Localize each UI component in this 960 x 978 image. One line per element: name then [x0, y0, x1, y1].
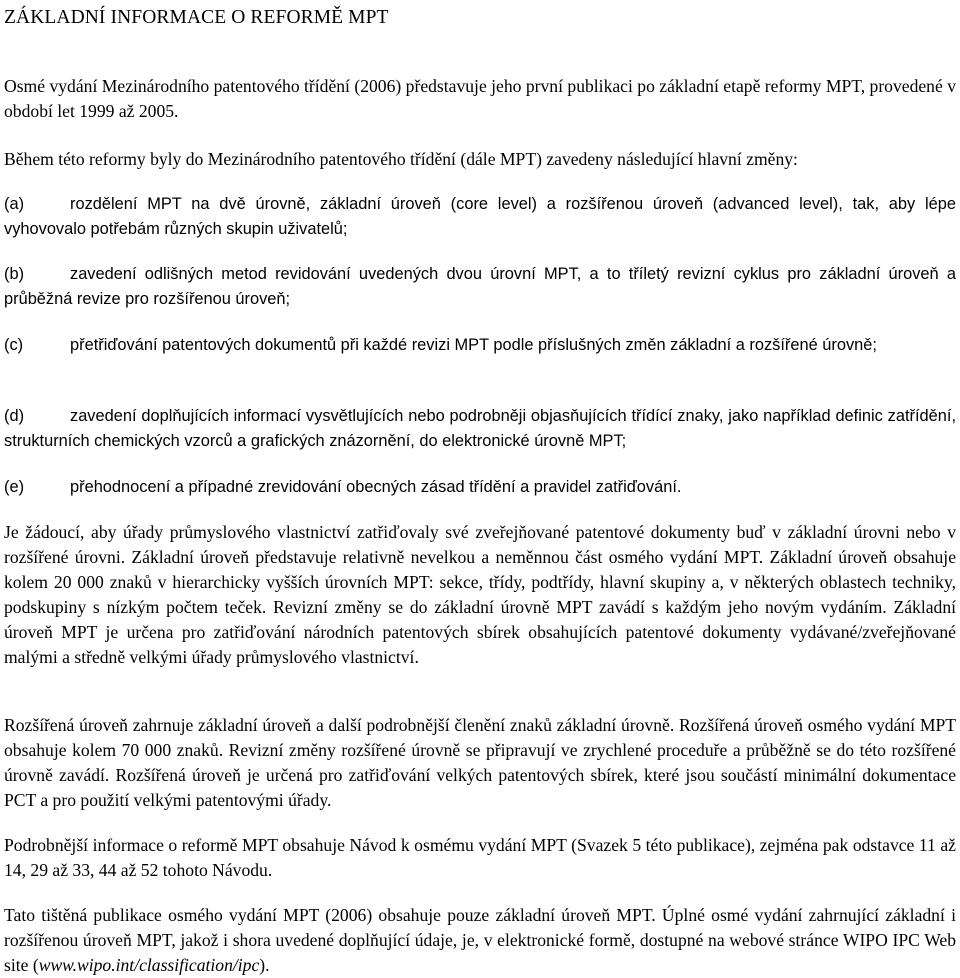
list-item-d — [4, 404, 956, 454]
list-item-b — [4, 262, 956, 312]
web-paragraph-text: Tato tištěná publikace osmého vydání MPT (2006) obsahuje pouze základní úroveň MPT. Úplné osmé vydání zahrnující základní i rozšířenou úroveň MPT, jakož i shora uvedené doplňující údaje, je, v elektronické formě, dostupné na webové stránce WIPO IPC Web site ( — [4, 905, 956, 975]
web-availability-paragraph — [4, 903, 956, 978]
list-item-label: (b) — [4, 265, 25, 283]
list-item-label: (a) — [4, 195, 25, 213]
web-paragraph-end: ). — [259, 955, 270, 975]
advanced-level-paragraph: Rozšířená úroveň zahrnuje základní úroveň a další podrobnější členění znaků základní úrovně. Rozšířená úroveň osmého vydání MPT obsahuje kolem 70 000 znaků. Revizní změny rozšířené úrovně se připravují ve zrychlené proceduře a průběžně se do této rozšířené úrovně zavádí. Rozšířená úroveň je určená pro zatřiďování velkých patentových sbírek, které jsou součástí minimální dokumentace PCT a pro použití velkými patentovými úřady. — [4, 715, 956, 810]
list-item-text: přetřiďování patentových dokumentů při každé revizi MPT podle příslušných změn základní a rozšířené úrovně; — [70, 336, 877, 354]
list-item-label: (d) — [4, 407, 25, 425]
list-item-a — [4, 192, 956, 242]
list-item-c — [4, 333, 956, 358]
list-item-text: přehodnocení a případné zrevidování obecných zásad třídění a pravidel zatřiďování. — [70, 478, 682, 496]
list-item-text: zavedení doplňujících informací vysvětlujících nebo podrobněji objasňujících třídící znaky, jako například definic zatřídění, strukturních chemických vzorců a grafických znázornění, do elektronické úrovně MPT; — [4, 407, 956, 450]
list-item-text: rozdělení MPT na dvě úrovně, základní úroveň (core level) a rozšířenou úroveň (advanced level), tak, aby lépe vyhovovalo potřebám různých skupin uživatelů; — [4, 195, 956, 238]
changes-lead-paragraph: Během této reformy byly do Mezinárodního patentového třídění (dále MPT) zavedeny následující hlavní změny: — [4, 149, 798, 169]
wipo-ipc-url: www.wipo.int/classification/ipc — [38, 955, 260, 975]
list-item-text: zavedení odlišných metod revidování uvedených dvou úrovní MPT, a to tříletý revizní cyklus pro základní úroveň a průběžná revize pro rozšířenou úroveň; — [4, 265, 956, 308]
document-heading: ZÁKLADNÍ INFORMACE O REFORMĚ MPT — [4, 7, 389, 28]
core-level-paragraph: Je žádoucí, aby úřady průmyslového vlastnictví zatřiďovaly své zveřejňované patentové dokumenty buď v základní úrovni nebo v rozšířené úrovni. Základní úroveň představuje relativně nevelkou a neměnnou část osmého vydání MPT. Základní úroveň obsahuje kolem 20 000 znaků v hierarchicky vyšších úrovních MPT: sekce, třídy, podtřídy, hlavní skupiny a, v některých oblastech techniky, podskupiny s nízkým počtem teček. Revizní změny se do základní úrovně MPT zavádí s každým jeho novým vydáním. Základní úroveň MPT je určena pro zatřiďování národních patentových sbírek obsahujících patentové dokumenty vydávané/zveřejňované malými a středně velkými úřady průmyslového vlastnictví. — [4, 522, 956, 667]
list-item-e — [4, 475, 956, 500]
list-item-label: (e) — [4, 478, 25, 496]
list-item-label: (c) — [4, 336, 24, 354]
intro-paragraph: Osmé vydání Mezinárodního patentového třídění (2006) představuje jeho první publikaci po základní etapě reformy MPT, provedené v období let 1999 až 2005. — [4, 76, 956, 121]
guide-reference-paragraph: Podrobnější informace o reformě MPT obsahuje Návod k osmému vydání MPT (Svazek 5 této publikace), zejména pak odstavce 11 až 14, 29 až 33, 44 až 52 tohoto Návodu. — [4, 835, 956, 880]
